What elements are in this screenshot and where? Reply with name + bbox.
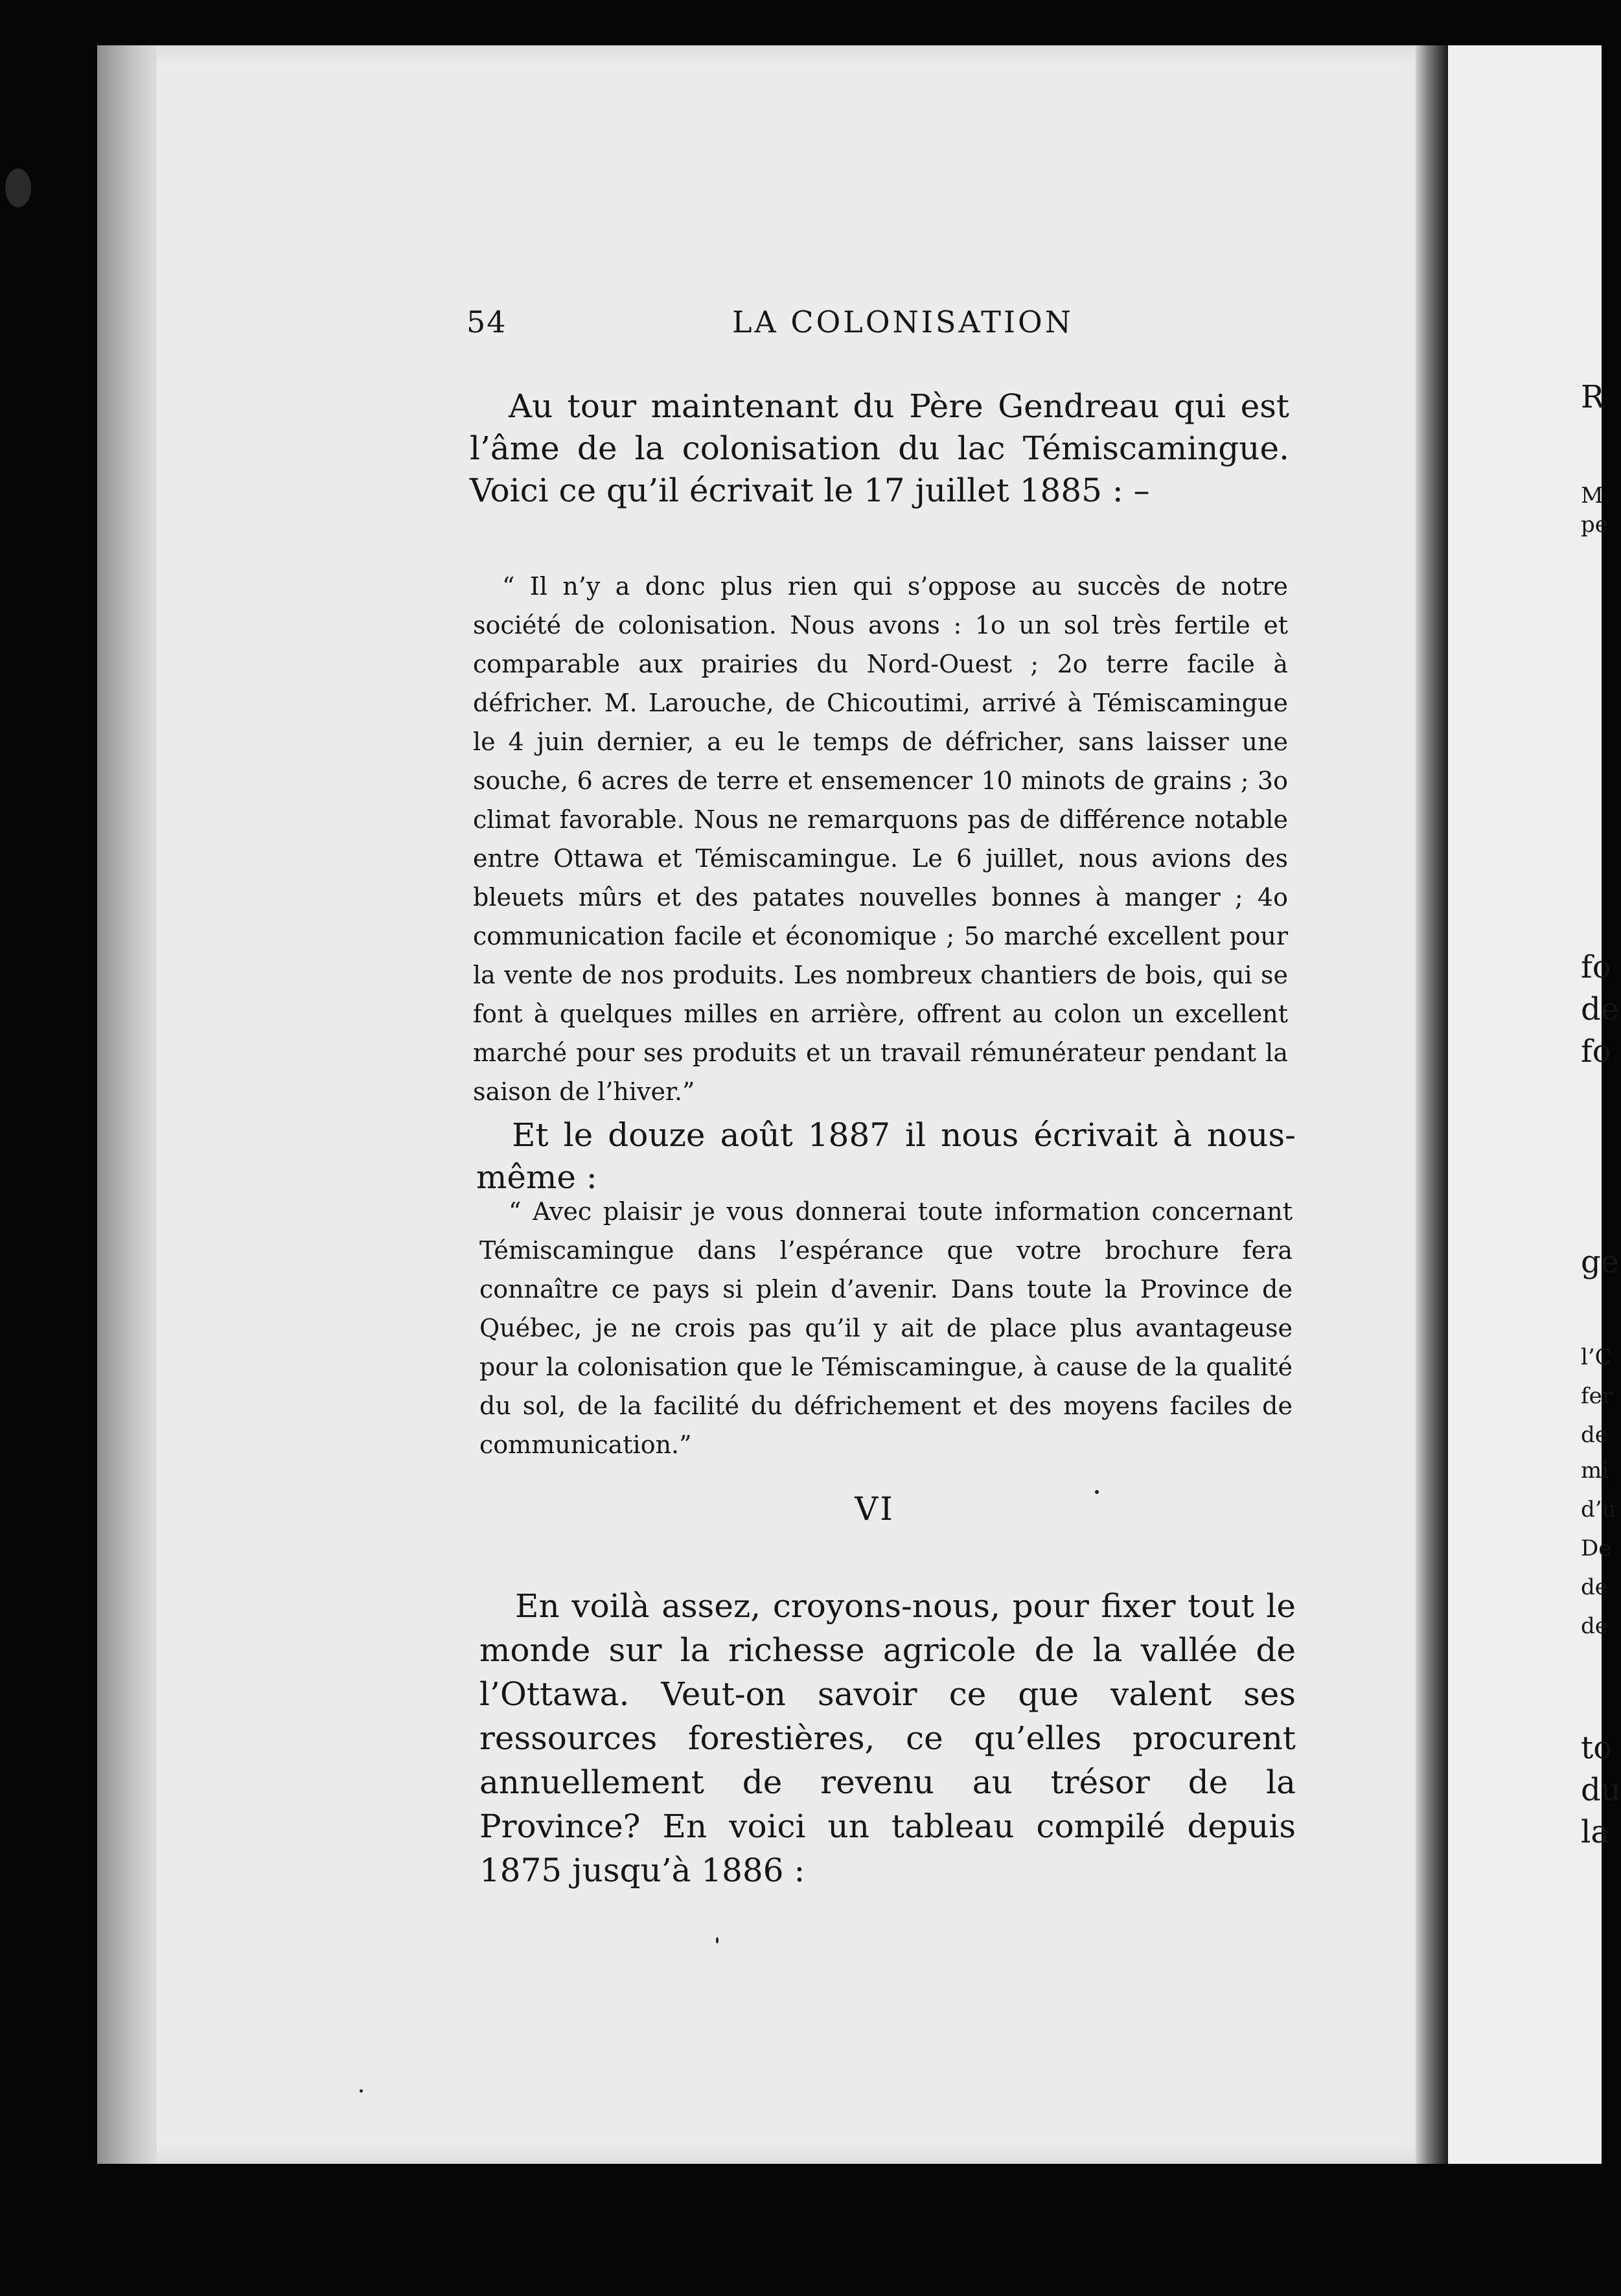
section-heading: VI [855,1490,895,1528]
facing-page-fragment: mi [1581,1458,1609,1484]
paragraph: En voilà assez, croyons-nous, pour fixer tout le monde sur la richesse agricole de la vallée de l’Ottawa. Veut-on savoir ce que valent ses ressources forestières, ce qu’elles procurent annuellement de revenu au trésor de la Province? En voici un tableau compilé depuis 1875 jusqu’à 1886 : [479,1587,1296,1889]
facing-page-fragment: de [1581,991,1620,1027]
paragraph: Au tour maintenant du Père Gendreau qui est l’âme de la colonisation du lac Témiscamingue. Voici ce qu’il écrivait le 17 juillet 1885 : – [470,387,1289,509]
facing-page-fragment: de [1581,1574,1608,1600]
scan-speck [716,1937,719,1944]
facing-page-fragment: du [1581,1772,1621,1808]
page-edge-shadow [97,45,157,2164]
scan-speck [360,2089,363,2093]
facing-page-fragment: R [1581,379,1605,415]
facing-page-fragment: d’u [1581,1497,1616,1522]
facing-page-fragment: fer [1581,1383,1613,1409]
facing-page-fragment: M [1581,483,1604,509]
running-title: LA COLONISATION [732,304,1074,339]
facing-page-fragment: l’C [1581,1344,1612,1370]
page-number: 54 [466,304,507,339]
facing-page-fragment: la [1581,1814,1609,1850]
facing-page [1448,45,1605,2164]
running-head [466,304,1296,350]
facing-page-fragment: de [1581,1613,1608,1639]
facing-page-fragment: de [1581,1422,1608,1448]
facing-page-fragment: De [1581,1535,1612,1561]
facing-page-fragment: ge [1581,1244,1620,1280]
facing-page-fragment: fo [1581,1033,1611,1070]
block-quote: “ Il n’y a donc plus rien qui s’oppose au succès de notre société de colonisation. Nous avons : 1o un sol très fertile et comparable aux prairies du Nord-Ouest ; 2o terre facile à défricher. M. Larouche, de Chicoutimi, arrivé à Témiscamingue le 4 juin dernier, a eu le temps de défricher, sans laisser une souche, 6 acres de terre et ensemencer 10 minots de grains ; 3o climat favorable. Nous ne remarquons pas de différence notable entre Ottawa et Témiscamingue. Le 6 juillet, nous avions des bleuets mûrs et des patates nouvelles bonnes à manger ; 4o communication facile et économique ; 5o marché excellent pour la vente de nos produits. Les nombreux chantiers de bois, qui se font à quelques milles en arrière, offrent au colon un excellent marché pour ses produits et un travail rémunérateur pendant la saison de l’hiver.” [473,572,1288,1106]
facing-page-fragment: to [1581,1730,1613,1766]
paragraph: Et le douze août 1887 il nous écrivait à nous-même : [476,1116,1296,1196]
book-spine [1416,45,1448,2164]
facing-page-fragment: pe [1581,512,1608,538]
scan-speck [1095,1490,1099,1494]
facing-page-fragment: fo [1581,949,1611,985]
scan-speck [5,168,31,207]
block-quote: “ Avec plaisir je vous donnerai toute information concernant Témiscamingue dans l’espérance que votre brochure fera connaître ce pays si plein d’avenir. Dans toute la Province de Québec, je ne crois pas qu’il y ait de place plus avantageuse pour la colonisation que le Témiscamingue, à cause de la qualité du sol, de la facilité du défrichement et des moyens faciles de communication.” [479,1197,1293,1459]
